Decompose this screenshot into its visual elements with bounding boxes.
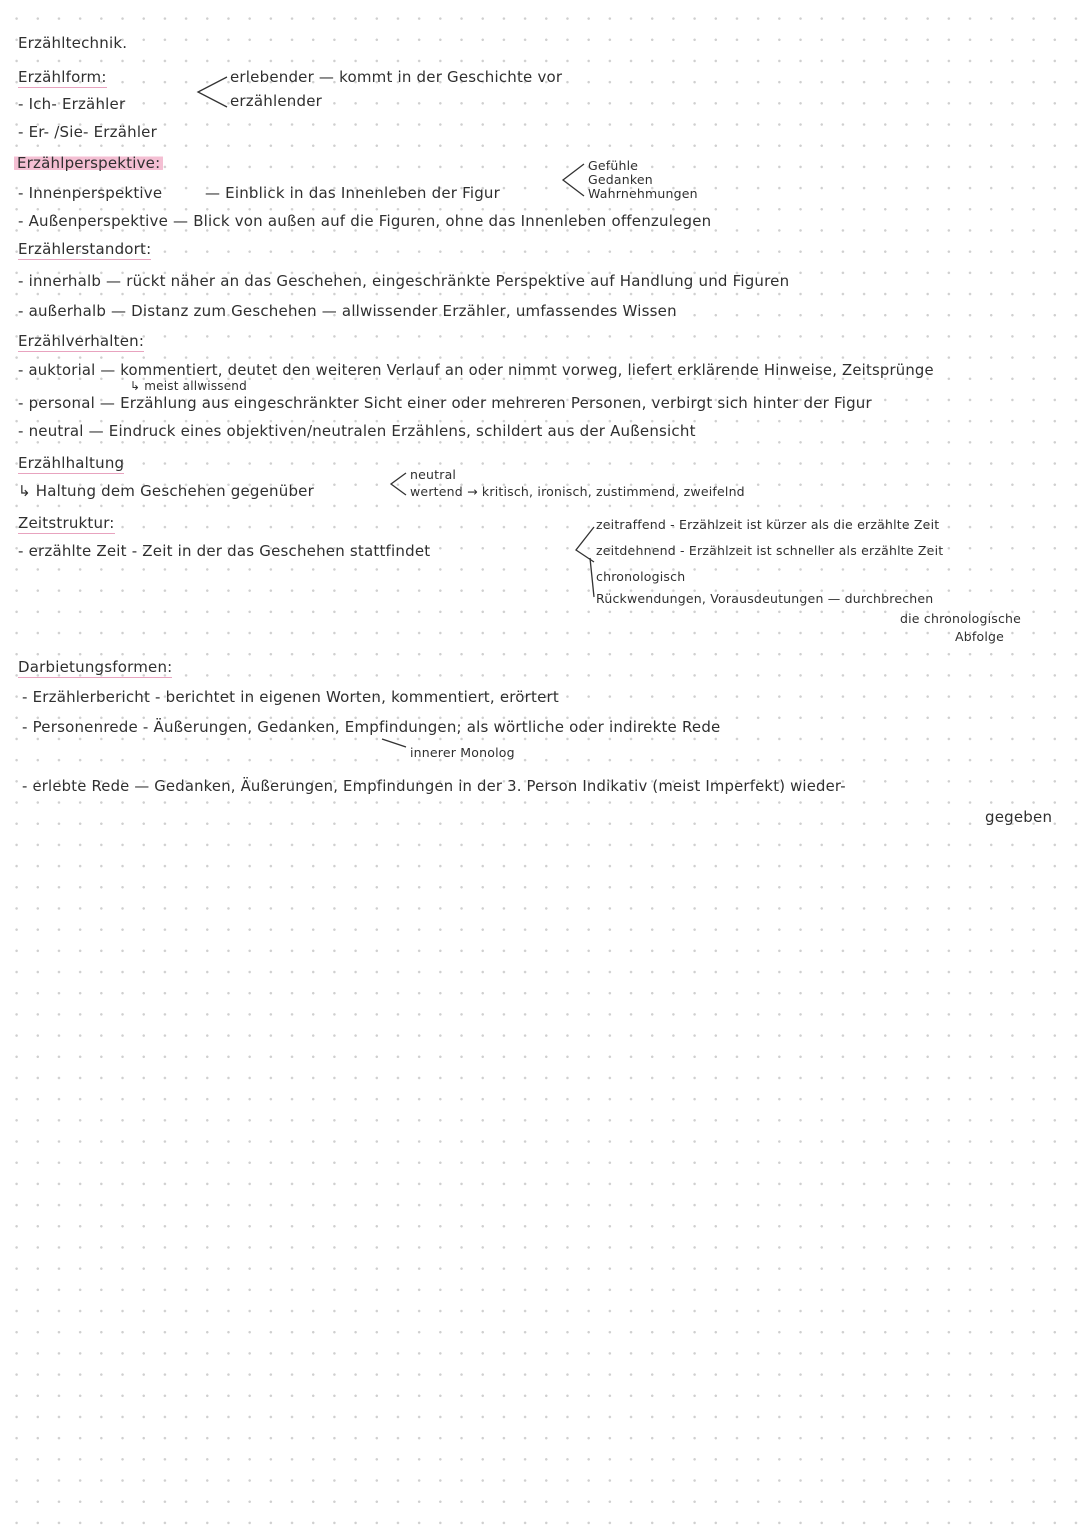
bracket-monolog [380, 737, 410, 751]
list-item-innenperspektive: - Innenperspektive [18, 184, 163, 202]
list-item-erzaehlte-zeit: - erzählte Zeit - Zeit in der das Geschehen stattfindet [18, 542, 431, 560]
note-innerer-monolog: innerer Monolog [410, 745, 515, 760]
note-erzaehlender: erzählender [230, 92, 322, 110]
note-haltung: ↳ Haltung dem Geschehen gegenüber [18, 482, 314, 500]
bracket-zeitstruktur [572, 522, 598, 602]
list-item-auktorial: - auktorial — kommentiert, deutet den weiteren Verlauf an oder nimmt vorweg, liefert erklärende Hinweise, Zeitsprünge [18, 362, 934, 379]
section-heading-haltung: Erzählhaltung [18, 454, 125, 472]
bracket-erzaehlform [195, 72, 229, 112]
note-allwissend: ↳ meist allwissend [130, 379, 247, 393]
note-haltung-wertend: wertend → kritisch, ironisch, zustimmend, zweifelnd [410, 484, 745, 499]
list-item-erlebte-rede: - erlebte Rede — Gedanken, Äußerungen, Empfindungen in der 3. Person Indikativ (meist Imperfekt) wieder- [22, 778, 846, 795]
section-heading-verhalten: Erzählverhalten: [18, 332, 145, 350]
note-chronologisch: chronologisch [596, 569, 686, 584]
list-item-aussenperspektive: - Außenperspektive — Blick von außen auf die Figuren, ohne das Innenleben offenzulegen [18, 212, 712, 230]
section-heading-erzaehlform: Erzählform: [18, 68, 107, 86]
list-item-neutral: - neutral — Eindruck eines objektiven/neutralen Erzählens, schildert aus der Außensicht [18, 422, 696, 440]
note-gedanken: Gedanken [588, 172, 653, 187]
list-item-personenrede: - Personenrede - Äußerungen, Gedanken, Empfindungen; als wörtliche oder indirekte Rede [22, 718, 721, 736]
note-innenperspektive: — Einblick in das Innenleben der Figur [205, 184, 500, 202]
section-heading-zeitstruktur: Zeitstruktur: [18, 514, 115, 532]
note-gefuehle: Gefühle [588, 158, 639, 173]
section-heading-perspektive: Erzählperspektive: [14, 154, 163, 172]
list-item-personal: - personal — Erzählung aus eingeschränkter Sicht einer oder mehreren Personen, verbirgt sich hinter der Figur [18, 394, 872, 412]
bracket-haltung [388, 470, 410, 498]
note-rueckwendungen-3: Abfolge [955, 629, 1005, 644]
page-title: Erzähltechnik. [18, 34, 128, 52]
section-heading-standort: Erzählerstandort: [18, 240, 152, 258]
section-heading-darbietung: Darbietungsformen: [18, 658, 173, 676]
list-item-erlebte-rede-2: gegeben [985, 808, 1053, 826]
note-haltung-neutral: neutral [410, 467, 457, 482]
list-item-erzaehlerbericht: - Erzählerbericht - berichtet in eigenen Worten, kommentiert, erörtert [22, 688, 559, 706]
list-item-er-sie-erzaehler: - Er- /Sie- Erzähler [18, 123, 157, 141]
note-zeitdehnend: zeitdehnend - Erzählzeit ist schneller als erzählte Zeit [596, 543, 944, 558]
note-zeitraffend: zeitraffend - Erzählzeit ist kürzer als die erzählte Zeit [596, 517, 940, 532]
list-item-innerhalb: - innerhalb — rückt näher an das Geschehen, eingeschränkte Perspektive auf Handlung und Figuren [18, 272, 790, 290]
note-rueckwendungen: Rückwendungen, Vorausdeutungen — durchbrechen [596, 591, 934, 606]
note-rueckwendungen-2: die chronologische [900, 611, 1022, 626]
list-item-ich-erzaehler: - Ich- Erzähler [18, 95, 126, 113]
bracket-innenleben [560, 160, 588, 200]
list-item-ausserhalb: - außerhalb — Distanz zum Geschehen — allwissender Erzähler, umfassendes Wissen [18, 302, 677, 320]
note-wahrnehmungen: Wahrnehmungen [588, 186, 698, 201]
note-erlebender: erlebender — kommt in der Geschichte vor [230, 68, 563, 86]
